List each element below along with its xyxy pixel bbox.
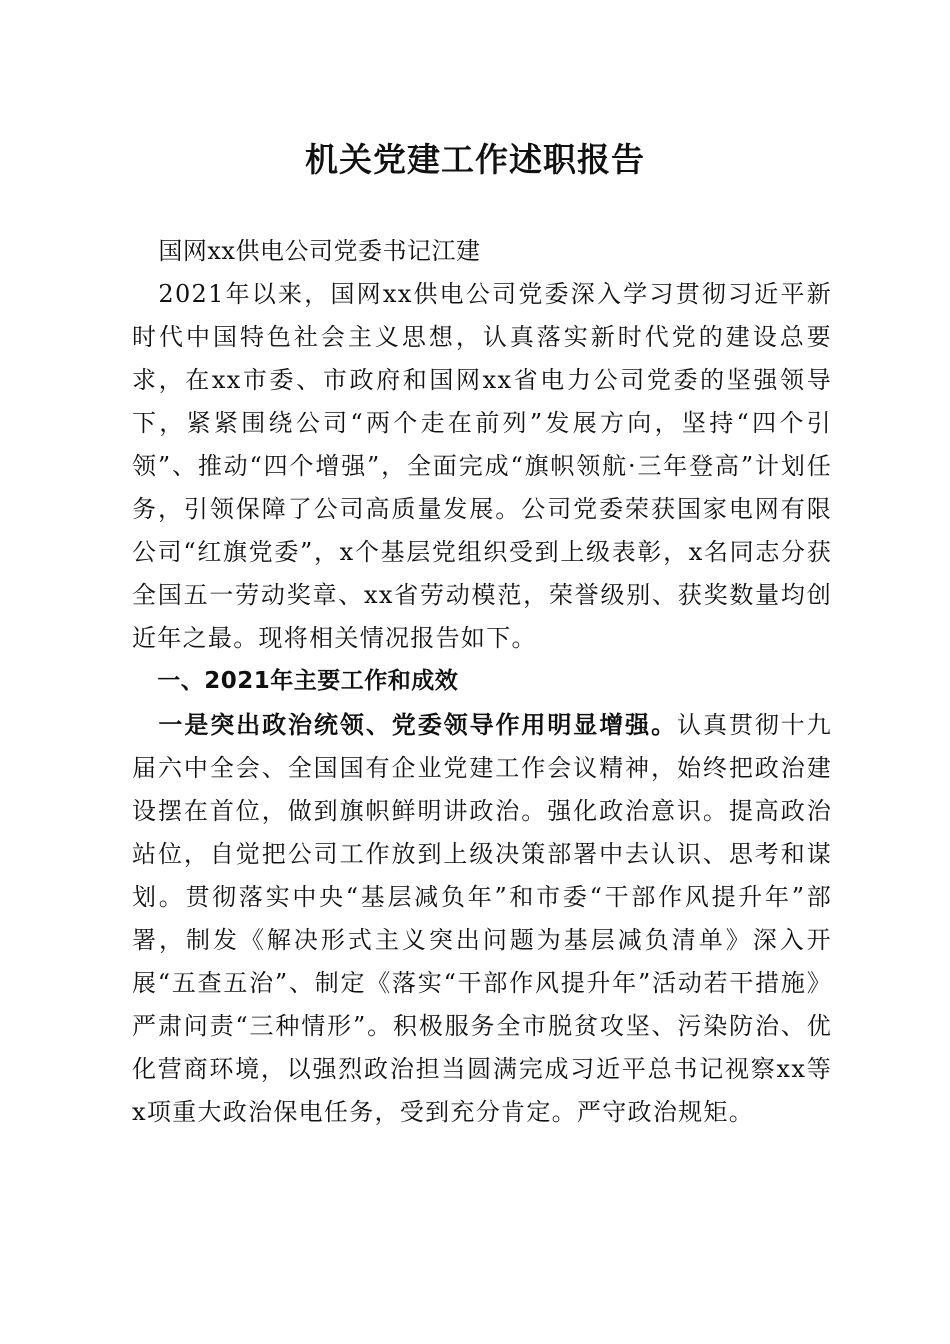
point-paragraph <box>132 703 832 1134</box>
document-body <box>132 230 832 1134</box>
point-body: 认真贯彻十九届六中全会、全国国有企业党建工作会议精神，始终把政治建设摆在首位，做到旗帜鲜明讲政治。强化政治意识。提高政治站位，自觉把公司工作放到上级决策部署中去认识、思考和谋划。贯彻落实中央“基层减负年”和市委“干部作风提升年”部署，制发《解决形式主义突出问题为基层减负清单》深入开展“五查五治”、制定《落实“干部作风提升年”活动若干措施》严肃问责“三种情形”。积极服务全市脱贫攻坚、污染防治、优化营商环境，以强烈政治担当圆满完成习近平总书记视察xx等x项重大政治保电任务，受到充分肯定。严守政治规矩。 <box>132 711 832 1126</box>
section-heading: 一、2021年主要工作和成效 <box>157 668 459 694</box>
author-line: 国网xx供电公司党委书记江建 <box>158 237 481 265</box>
document-title: 机关党建工作述职报告 <box>305 140 645 179</box>
point-lead: 一是突出政治统领、党委领导作用明显增强。 <box>158 710 678 739</box>
intro-paragraph: 2021年以来，国网xx供电公司党委深入学习贯彻习近平新时代中国特色社会主义思想，认真落实新时代党的建设总要求，在xx市委、市政府和国网xx省电力公司党委的坚强领导下，紧紧围绕公司“两个走在前列”发展方向，坚持“四个引领”、推动“四个增强”，全面完成“旗帜领航·三年登高”计划任务，引领保障了公司高质量发展。公司党委荣获国家电网有限公司“红旗党委”，x个基层党组织受到上级表彰，x名同志分获全国五一劳动奖章、xx省劳动模范，荣誉级别、获奖数量均创近年之最。现将相关情况报告如下。 <box>132 280 832 652</box>
